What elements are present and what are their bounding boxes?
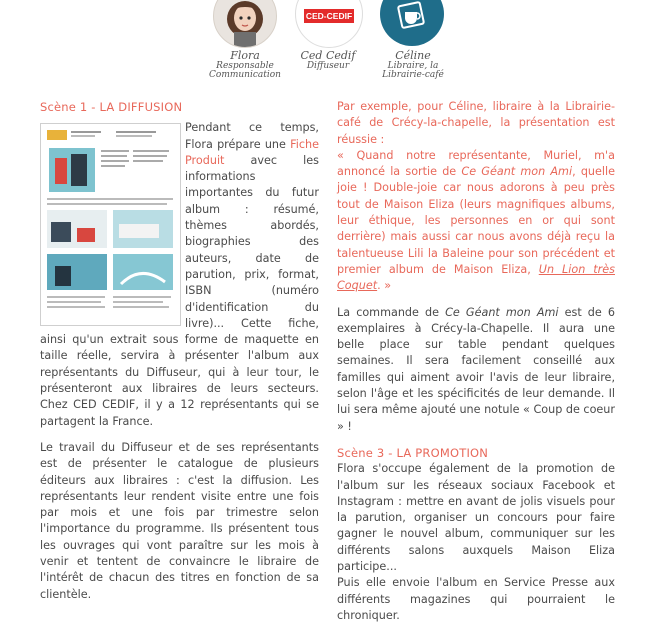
order-paragraph bbox=[337, 305, 615, 435]
ced-cedif-logo-text: CED-CEDIF bbox=[305, 11, 353, 21]
product-sheet-image bbox=[40, 123, 181, 326]
quote-text-a: « Quand notre représentante, Muriel, m'a annoncé la sortie de bbox=[337, 148, 615, 179]
celine-intro: Par exemple, pour Céline, libraire à la Librairie-café de Crécy-la-chapelle, la présentation est réussie : bbox=[337, 100, 615, 146]
scene1-heading: Scène 1 - LA DIFFUSION bbox=[40, 100, 183, 114]
promotion-paragraph: Flora s'occupe également de la promotion de l'album sur les réseaux sociaux Facebook et Instagram : mettre en avant de jolis visuels pour la parution, organiser un concours pour faire gagner le nouvel album, communiquer sur les différents salons auxquels Maison Eliza participe... bbox=[337, 462, 615, 574]
celine-quote bbox=[337, 148, 615, 295]
flora-avatar bbox=[213, 0, 277, 48]
right-column bbox=[337, 99, 615, 624]
order-text-b: est de 6 exemplaires à Crécy-la-Chapelle. Il aura une belle place sur table pendant quelques semaines. Il sera facilement conseillé aux familles qui aiment avoir l'avis de leur libraire, selon l'âge et les spécificités de leur demande. Il lui sera même ajouté une notule « Coup de coeur » ! bbox=[337, 305, 616, 433]
ced-name: Ced Cedif bbox=[300, 49, 356, 62]
quote-text-c: . » bbox=[377, 279, 392, 293]
order-text-a: La commande de bbox=[337, 305, 446, 319]
order-title: Ce Géant mon Ami bbox=[445, 305, 559, 319]
quote-text-b: , quelle joie ! Double-joie car nous adorons à peu près tout de Maison Eliza (leurs magnifiques albums, leur éthique, les personnes en or qui sont derrière) mais aussi car nous avons déjà reçu la talentueuse Lili la Baleine pour son précédent et premier album de Maison Eliza, bbox=[337, 165, 615, 276]
celine-logo bbox=[380, 0, 444, 46]
ced-role: Diffuseur bbox=[306, 60, 350, 71]
scene1-paragraph-2: Le travail du Diffuseur et de ses représentants est de présenter le catalogue de plusieurs éditeurs aux libraires : c'est la diffusion. Les représentants leur rendent visite entre une fois par mois et une fois par trimestre selon l'importance du programme. Ils présentent tous les ouvrages qui vont paraître sur les mois à venir et tentent de convaincre le libraire de l'intérêt de chacun des titres en fonction de sa clientèle. bbox=[40, 440, 319, 601]
celine-role: Libraire, la Librairie-café bbox=[382, 60, 444, 80]
press-paragraph: Puis elle envoie l'album en Service Presse aux différents magazines qui pourraient le chroniquer. bbox=[337, 576, 615, 622]
celine-caption bbox=[372, 50, 454, 80]
ced-caption bbox=[283, 50, 373, 71]
ced-cedif-logo bbox=[295, 0, 363, 48]
flora-role: Responsable Communication bbox=[209, 60, 281, 80]
quote-title-2: Un Lion très Coquet bbox=[337, 262, 615, 293]
scene1-p1-text-a: Pendant ce temps, Flora prépare une bbox=[185, 121, 319, 151]
scene3-heading: Scène 3 - LA PROMOTION bbox=[337, 445, 489, 460]
flora-name: Flora bbox=[230, 49, 260, 62]
scene1-p1-text-b: avec les informations importantes du futur album : résumé, thèmes abordés, biographies des auteurs, date de parution, prix, format, ISBN (numéro d'identification du livre)... Cette fiche, ainsi qu'un extrait sous forme de maquette en taille réelle, servira à présenter l'album aux représentants du Diffuseur, qui à leur tour, le présenteront aux libraires de leurs secteurs. Chez CED CEDIF, il y a 12 représentants qui se partagent la France. bbox=[40, 153, 319, 428]
quote-title-1: Ce Géant mon Ami bbox=[461, 165, 573, 179]
celine-name: Céline bbox=[395, 49, 431, 62]
coffee-book-icon bbox=[380, 0, 444, 46]
fiche-produit-link[interactable]: Fiche Produit bbox=[185, 137, 319, 167]
